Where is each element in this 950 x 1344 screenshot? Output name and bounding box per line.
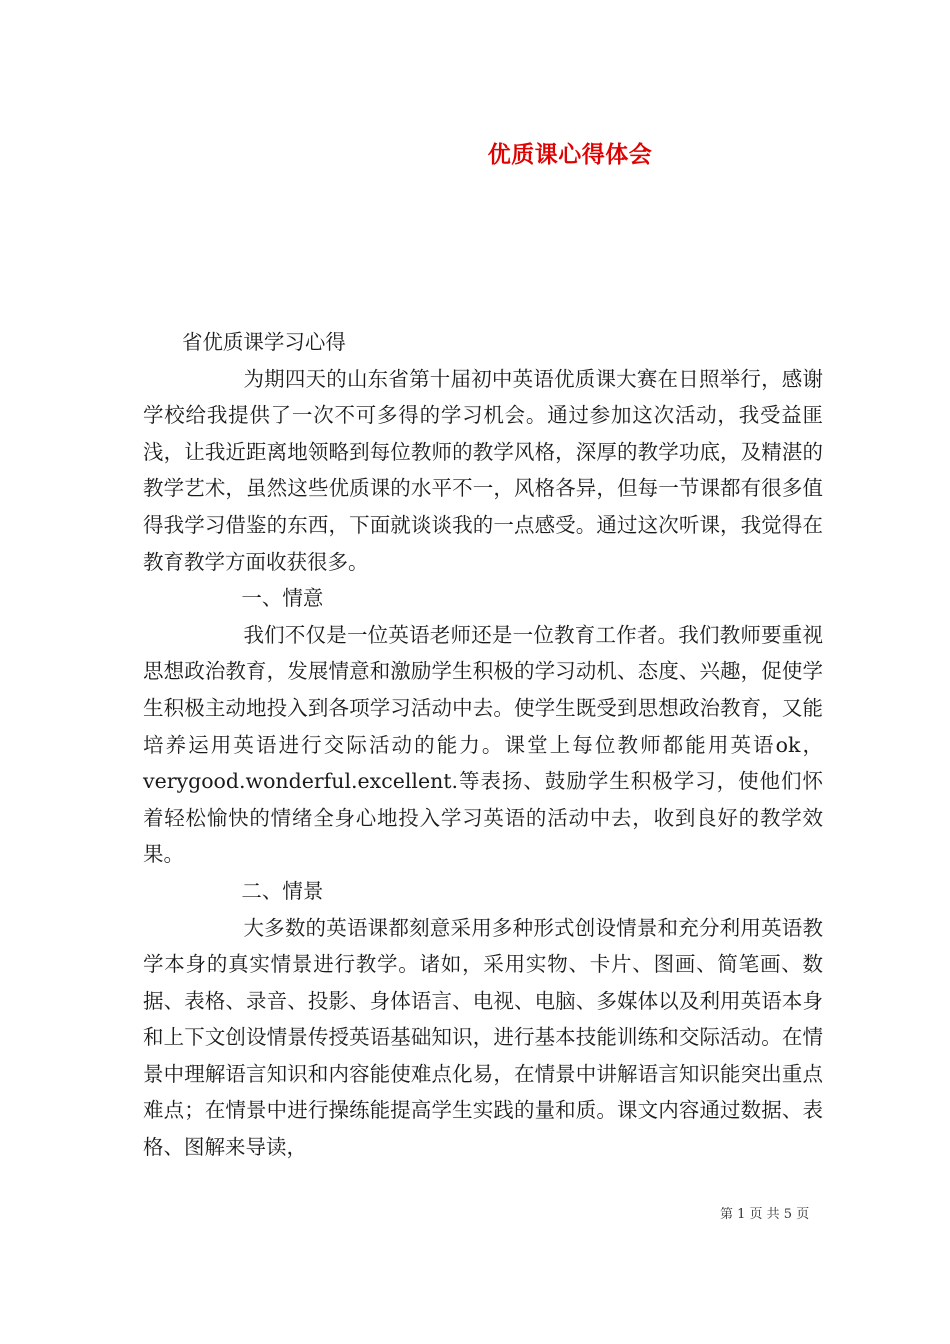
section-paragraph-1: 我们不仅是一位英语老师还是一位教育工作者。我们教师要重视思想政治教育，发展情意和激励学生积极的学习动机、态度、兴趣，促使学生积极主动地投入到各项学习活动中去。使学生既受到思想政治教育，又能培养运用英语进行交际活动的能力。课堂上每位教师都能用英语ok，verygood.wonderful.excellent.等表扬、鼓励学生积极学习，使他们怀着轻松愉快的情绪全身心地投入学习英语的活动中去，收到良好的教学效果。 <box>143 622 823 867</box>
document-subtitle: 省优质课学习心得 <box>181 330 346 354</box>
document-body <box>143 324 823 1166</box>
intro-paragraph: 为期四天的山东省第十届初中英语优质课大赛在日照举行，感谢学校给我提供了一次不可多得的学习机会。通过参加这次活动，我受益匪浅，让我近距离地领略到每位教师的教学风格，深厚的教学功底，及精湛的教学艺术，虽然这些优质课的水平不一，风格各异，但每一节课都有很多值得我学习借鉴的东西，下面就谈谈我的一点感受。通过这次听课，我觉得在教育教学方面收获很多。 <box>143 366 823 574</box>
section-heading-1: 一、情意 <box>241 586 324 611</box>
section-paragraph-2: 大多数的英语课都刻意采用多种形式创设情景和充分利用英语教学本身的真实情景进行教学。诸如，采用实物、卡片、图画、简笔画、数据、表格、录音、投影、身体语言、电视、电脑、多媒体以及利用英语本身和上下文创设情景传授英语基础知识，进行基本技能训练和交际活动。在情景中理解语言知识和内容能使难点化易，在情景中讲解语言知识能突出重点难点；在情景中进行操练能提高学生实践的量和质。课文内容通过数据、表格、图解来导读， <box>143 915 823 1160</box>
page-footer: 第 1 页 共 5 页 <box>720 1207 810 1222</box>
section-heading-2: 二、情景 <box>241 878 324 903</box>
document-title: 优质课心得体会 <box>487 142 653 168</box>
